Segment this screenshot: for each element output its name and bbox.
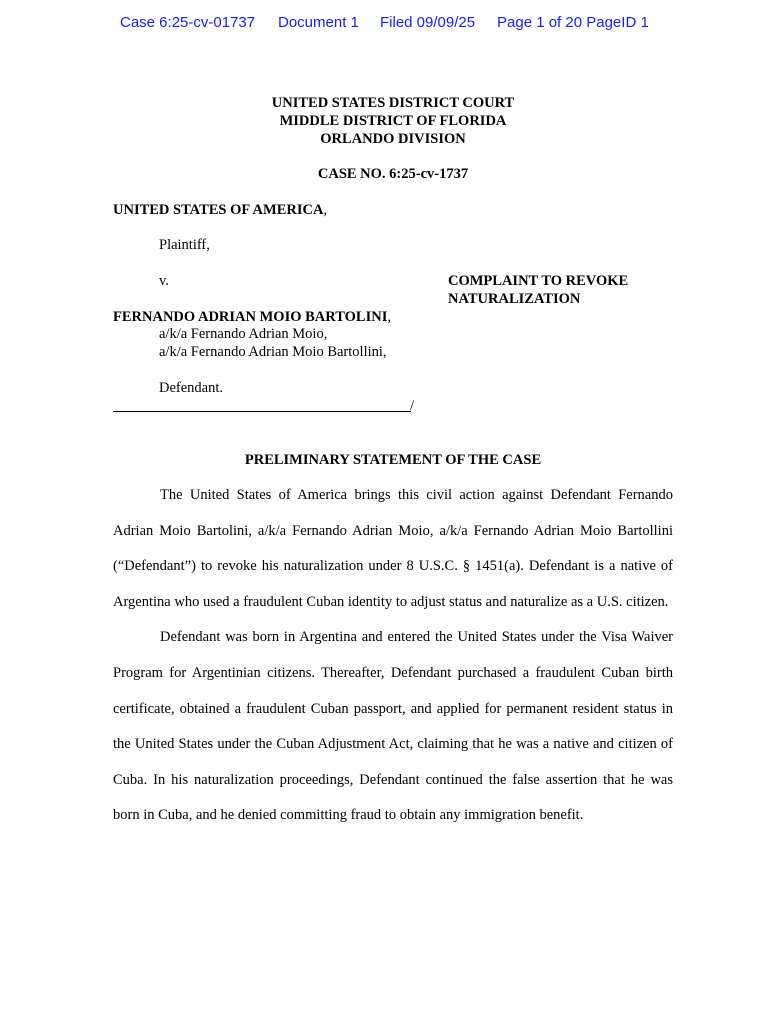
body-paragraph-2: Defendant was born in Argentina and entered the United States under the Visa Waiver Program for Argentinian citizens. Thereafter, Defendant purchased a fraudulent Cuban birth certificate, obtained a fraudulent Cuban passport, and applied for permanent resident status in the United States under the Cuban Adjustment Act, claiming that he was a native and citizen of Cuba. In his naturalization proceedings, Defendant continued the false assertion that he was born in Cuba, and he denied committing fraud to obtain any immigration benefit.	[113, 629, 673, 824]
caption-divider-slash: /	[410, 398, 415, 414]
complaint-title	[448, 272, 628, 308]
plaintiff-role: Plaintiff,	[159, 237, 210, 253]
defendant-line	[113, 308, 391, 326]
stamp-case-number: Case 6:25-cv-01737	[120, 14, 256, 31]
court-district: MIDDLE DISTRICT OF FLORIDA	[279, 113, 507, 129]
section-heading-block	[0, 451, 770, 469]
defendant-name: FERNANDO ADRIAN MOIO BARTOLINI	[113, 309, 388, 325]
defendant-aka-2: a/k/a Fernando Adrian Moio Bartollini,	[159, 344, 387, 360]
stamp-document-number: Document 1	[278, 14, 359, 31]
ecf-header-stamp	[0, 14, 770, 34]
court-division: ORLANDO DIVISION	[320, 131, 466, 147]
case-number-block	[0, 165, 770, 183]
defendant-aka-1: a/k/a Fernando Adrian Moio,	[159, 326, 328, 342]
plaintiff-name: UNITED STATES OF AMERICA	[113, 202, 324, 218]
caption-divider-line	[113, 411, 411, 412]
complaint-title-line2: NATURALIZATION	[448, 291, 581, 307]
stamp-page-info: Page 1 of 20 PageID 1	[497, 14, 649, 31]
versus: v.	[159, 273, 169, 289]
complaint-title-line1: COMPLAINT TO REVOKE	[448, 273, 629, 289]
section-heading: PRELIMINARY STATEMENT OF THE CASE	[244, 452, 542, 468]
body-paragraph-1: The United States of America brings this civil action against Defendant Fernando Adrian Moio Bartolini, a/k/a Fernando Adrian Moio, a/k/a Fernando Adrian Moio Bartollini (“Defendant”) to revoke his naturalization under 8 U.S.C. § 1451(a). Defendant is a native of Argentina who used a fraudulent Cuban identity to adjust status and naturalize as a U.S. citizen.	[113, 487, 673, 610]
stamp-filed-date: Filed 09/09/25	[380, 14, 476, 31]
court-name: UNITED STATES DISTRICT COURT	[271, 95, 515, 111]
defendant-role: Defendant.	[159, 380, 224, 396]
plaintiff-comma: ,	[323, 202, 328, 218]
document-body	[113, 478, 673, 834]
plaintiff-line	[113, 201, 327, 219]
case-number: CASE NO. 6:25-cv-1737	[317, 166, 469, 182]
court-heading	[0, 94, 770, 148]
defendant-comma: ,	[387, 309, 391, 325]
